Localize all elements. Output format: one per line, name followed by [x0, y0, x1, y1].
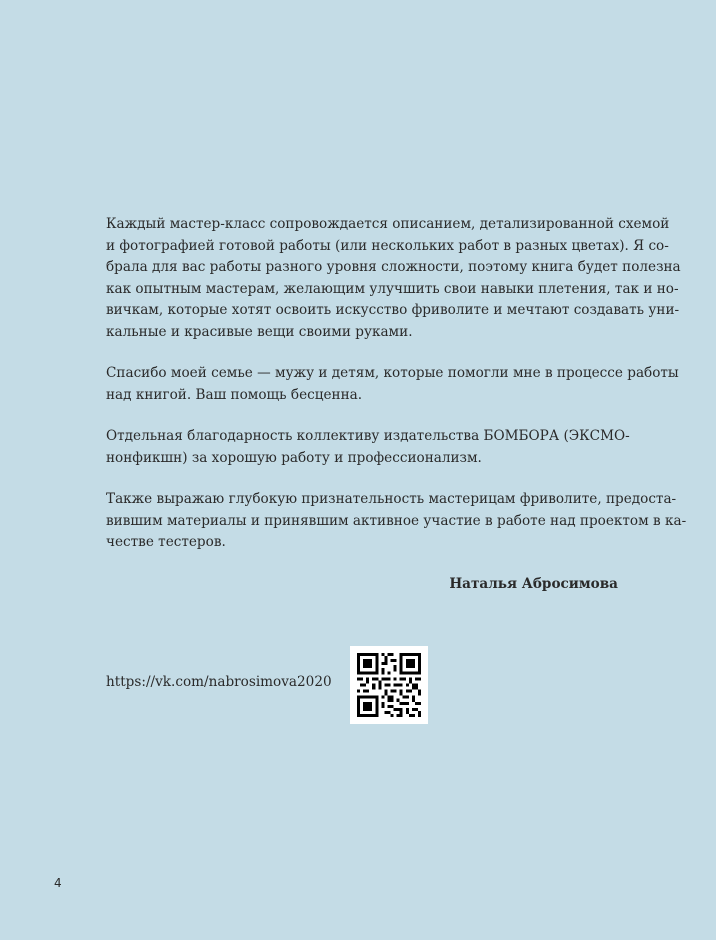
paragraph-family-thanks: [106, 363, 679, 406]
text-line: как опытным мастерам, желающим улучшить свои навыки плетения, так и но-: [106, 280, 679, 297]
text-line: вившим материалы и принявшим активное участие в работе над проектом в ка-: [106, 512, 687, 529]
text-line: Отдельная благодарность коллективу издательства БОМБОРА (ЭКСМО-: [106, 428, 630, 444]
text-line: кальные и красивые вещи своими руками.: [106, 323, 413, 340]
text-line: нонфикшн) за хорошую работу и профессионализм.: [106, 449, 482, 466]
paragraph-publisher-thanks: [106, 426, 630, 469]
text-line: брала для вас работы разного уровня сложности, поэтому книга будет полезна: [106, 259, 681, 275]
vk-link[interactable]: https://vk.com/nabrosimova2020: [106, 674, 332, 690]
text-line: честве тестеров.: [106, 534, 226, 550]
author-signature: Наталья Абросимова: [449, 575, 618, 592]
text-line: и фотографией готовой работы (или нескольких работ в разных цветах). Я со-: [106, 237, 669, 254]
text-line: Каждый мастер-класс сопровождается описанием, детализированной схемой: [106, 216, 670, 232]
page-number: 4: [54, 876, 62, 890]
text-line: Спасибо моей семье — мужу и детям, которые помогли мне в процессе работы: [106, 365, 679, 381]
text-line: над книгой. Ваш помощь бесценна.: [106, 386, 363, 403]
text-line: Также выражаю глубокую признательность мастерицам фриволите, предоста-: [106, 491, 677, 507]
qr-code[interactable]: [350, 646, 428, 724]
qr-code-icon: [357, 653, 421, 717]
text-line: вичкам, которые хотят освоить искусство фриволите и мечтают создавать уни-: [106, 302, 680, 318]
paragraph-testers-thanks: [106, 489, 687, 554]
main-text: [106, 214, 687, 595]
paragraph-description: [106, 214, 681, 343]
